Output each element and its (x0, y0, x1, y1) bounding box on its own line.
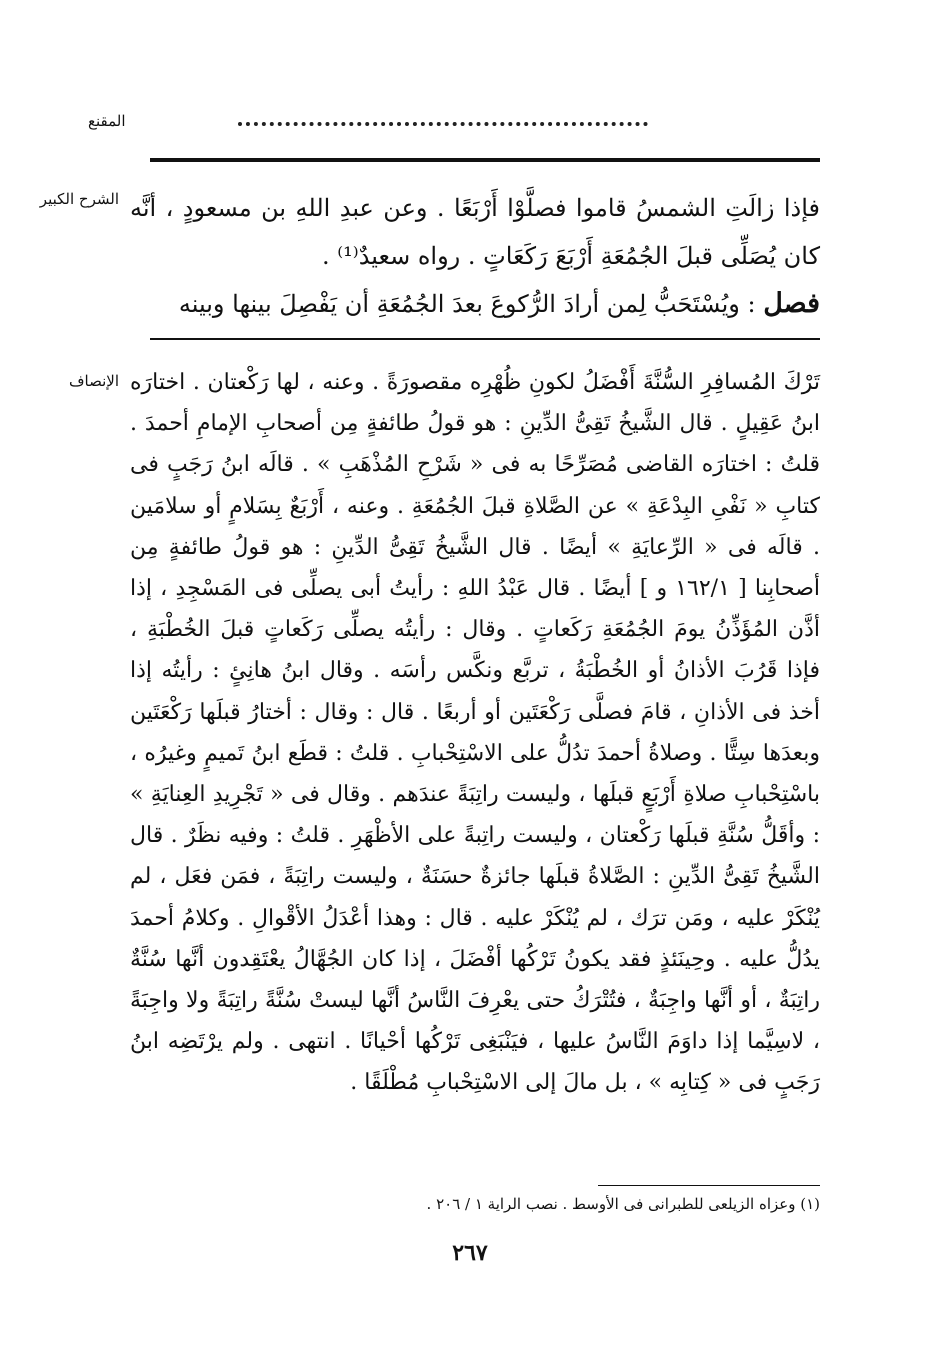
footnote-rule (598, 1185, 820, 1186)
sharh-margin-label: الشرح الكبير (39, 190, 119, 208)
fasl-heading: فصل (763, 288, 820, 319)
insaf-paragraph: تَرْكَ المُسافِرِ السُّنَّةَ أَفْضَلُ لكونِ ظُهْرِه مقصورَةً . وعنه ، لها رَكْعتان . اختارَه ابنُ عَقِيلٍ . قال الشَّيخُ تَقِىُّ الدِّينِ : هو قولُ طائفةٍ مِن أصحابِ الإمامِ أحمدَ . قلتُ : اختارَه القاضى مُصَرِّحًا به فى « شَرْحِ المُذْهَبِ » . قالَه ابنُ رَجَبٍ فى كتابِ « نَفْىِ البِدْعَةِ » عن الصَّلاةِ قبلَ الجُمُعَةِ . وعنه ، أَرْبَعٌ بِسَلامٍ أو سلامَين . قالَه فى « الرِّعايَةِ » أيضًا . قال الشَّيخُ تَقِىُّ الدِّينِ : هو قولُ طائفةٍ مِن أصحابِنا [ ١٦٢/١ و ] أيضًا . قال عَبْدُ اللهِ : رأيتُ أبى يصلِّى فى المَسْجِدِ ، إذا أذَّن المُؤَذِّنُ يومَ الجُمُعَةِ رَكَعاتٍ . وقال : رأيتُه يصلِّى رَكَعاتٍ قبلَ الخُطْبَةِ ، فإذا قَرُبَ الأذانُ أو الخُطْبَةُ ، تربَّع ونكَّس رأسَه . وقال ابنُ هانِئٍ : رأيتُه إذا أخذ فى الأذانِ ، قامَ فصلَّى رَكْعَتَين أو أربعًا . قال : وقال : أختارُ قبلَها رَكْعَتَين وبعدَها سِتًّا . وصلاةُ أحمدَ تدُلُّ على الاسْتِحْبابِ . قلتُ : قطَع ابنُ تَميمٍ وغيرُه ، باسْتِحْبابِ صلاةِ أَرْبَعٍ قبلَها ، وليست راتِبَةً عندَهم . وقال فى « تَجْرِيدِ العِنايَةِ » : وأقَلُّ سُنَّةِ قبلَها رَكْعتان ، وليست راتِبةً على الأظْهَرِ . قلتُ : وفيه نظَرٌ . قال الشَّيخُ تَقِىُّ الدِّينِ : الصَّلاةُ قبلَها جائزةٌ حسَنَةٌ ، وليست راتِبَةً ، فمَن فعَل ، لم يُنْكَرْ عليه ، ومَن ترَك ، لم يُنْكَرْ عليه . قال : وهذا أعْدَلُ الأقْوالِ . وكلامُ أحمدَ يدُلُّ عليه . وحِينَئذٍ فقد يكونُ تَرْكُها أفْضَلَ ، إذا كان الجُهَّالُ يعْتَقِدون أنَّها سُنَّةٌ راتِبَةٌ ، أو أنَّها واجِبَةٌ ، فتُتْرَكُ حتى يعْرِفَ النَّاسُ أنَّها ليستْ سُنَّةً راتِبَةً ولا واجِبَةً ، لاسِيَّما إذا داوَمَ النَّاسُ عليها ، فيَنْبَغِى تَرْكُها أحْيانًا . انتهى . ولم يرْتَضِه ابنُ رَجَبٍ فى « كِتابِه » ، بل مالَ إلى الاسْتِحْبابِ مُطْلَقًا . (130, 370, 821, 1096)
page-number: ٢٦٧ (452, 1240, 488, 1266)
section-divider (150, 338, 820, 340)
header-rule (150, 158, 820, 162)
running-title: المقنع (88, 112, 126, 130)
insaf-margin-label: الإنصاف (68, 372, 119, 390)
dotted-leader (238, 116, 648, 126)
sharh-paragraph: فإذا زالَتِ الشمسُ قاموا فصلَّوْا أَرْبَعًا . وعن عبدِ اللهِ بن مسعودٍ ، أنَّه كان يُصَلِّى قبلَ الجُمُعَةِ أَرْبَعَ رَكَعَاتٍ . رواه سعيدٌ⁽¹⁾ . (130, 194, 820, 270)
footnote: (١) وعزاه الزيلعى للطبرانى فى الأوسط . نصب الراية ١ / ٢٠٦ . (426, 1195, 820, 1213)
fasl-paragraph (130, 280, 820, 328)
sharh-text-block (130, 184, 820, 328)
insaf-text-block (130, 362, 820, 1104)
running-head (88, 112, 818, 142)
fasl-text: : ويُسْتَحَبُّ لِمن أرادَ الرُّكوعَ بعدَ الجُمُعَةِ أن يَفْصِلَ بينها وبينه (178, 290, 756, 318)
